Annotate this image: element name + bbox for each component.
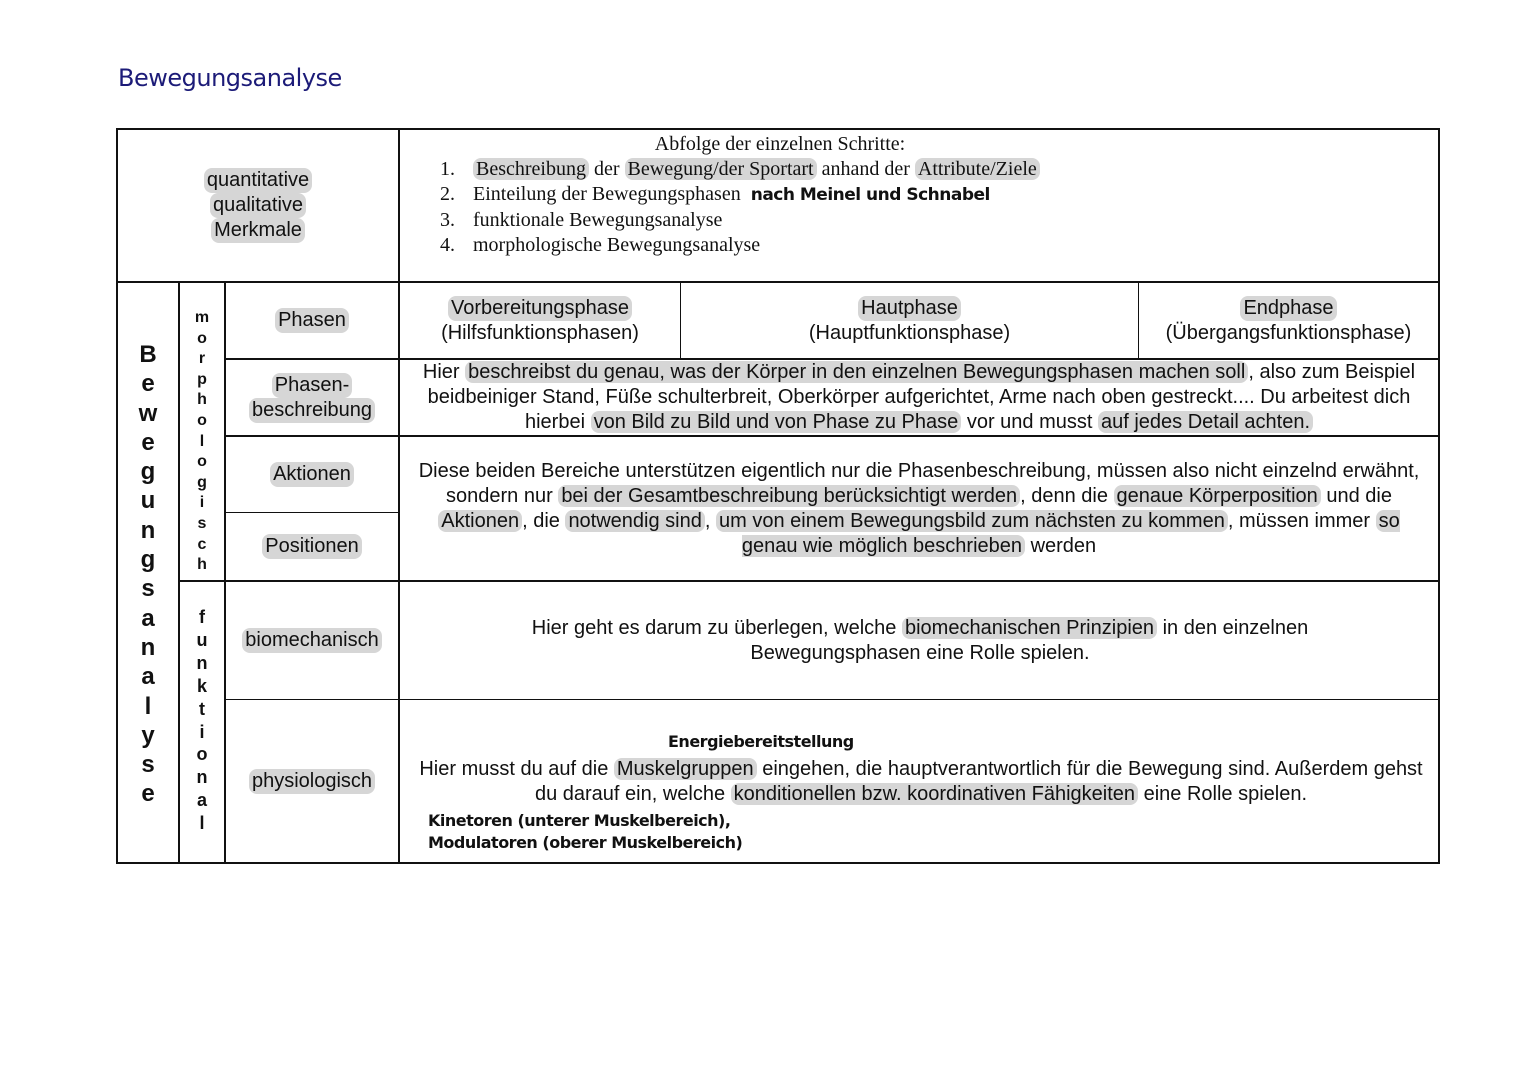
letter: f (199, 607, 205, 627)
text-run: , müssen immer (1227, 509, 1376, 532)
letter: o (197, 329, 207, 347)
step-number: 1. (440, 158, 455, 180)
physiologisch-cell (400, 700, 1438, 862)
row-label-phasenbeschreibung: Phasen- beschreibung (226, 360, 398, 435)
text-run: der (588, 158, 625, 180)
highlighted-text: genaue Körperposition (1114, 485, 1321, 507)
letter: i (199, 494, 205, 512)
handnote: nach Meinel und Schnabel (750, 185, 990, 205)
highlighted-text: notwendig sind (565, 510, 704, 532)
letter: a (196, 790, 207, 811)
text-run: Einteilung der Bewegungsphasen (473, 183, 741, 205)
letter: n (140, 516, 156, 544)
text-run: Diese beiden Bereiche unterstützen eigentlich nur die Phasenbeschreibung, müssen also nicht einzelnd erwähnt, sondern nur (418, 459, 1420, 507)
handnote-kinetoren: Kinetoren (unterer Muskelbereich), (428, 811, 731, 830)
steps-title: Abfolge der einzelnen Schritte: (654, 133, 906, 155)
text-run: anhand der (816, 158, 915, 180)
step-number: 3. (440, 209, 455, 231)
letter: e (141, 370, 155, 398)
text-run: , (704, 509, 716, 532)
letter: c (197, 535, 207, 553)
letter: e (141, 780, 155, 808)
header-criteria (118, 130, 398, 281)
text-run: vor und musst (961, 411, 1098, 433)
step-item (440, 208, 1438, 233)
row-label-phasen: Phasen (226, 283, 398, 358)
aktionen-positionen-text (414, 437, 1424, 580)
letter: h (197, 391, 207, 409)
criteria-line: qualitative (210, 193, 306, 218)
letter: n (196, 767, 208, 788)
text-run: , denn die (1020, 484, 1114, 507)
letter: s (197, 514, 207, 532)
criteria-line: Merkmale (211, 218, 305, 243)
letter: n (140, 633, 156, 661)
letter: e (141, 428, 155, 456)
highlighted-text: Attribute/Ziele (915, 158, 1040, 180)
highlighted-text: um von einem Bewegungsbild zum nächsten zu kommen (716, 510, 1228, 532)
side-label-bewegungsanalyse (118, 340, 178, 820)
page-title: Bewegungsanalyse (118, 64, 342, 92)
letter: y (141, 721, 155, 749)
handnote-energie: Energiebereitstellung (668, 732, 854, 751)
row-label-biomechanisch: biomechanisch (226, 582, 398, 699)
letter: g (197, 473, 207, 491)
letter: s (141, 751, 155, 779)
step-number: 4. (440, 234, 455, 256)
text-run: , also zum Beispiel beidbeiniger Stand, Füße schulterbreit, Oberkörper aufgerichtet, Arme nach oben gestreckt.... Du arbeitest dich hierbei (427, 361, 1416, 433)
highlighted-text: Muskelgruppen (614, 758, 757, 780)
text-run: Hier geht es darum zu überlegen, welche (531, 616, 902, 639)
biomechanisch-text (480, 582, 1360, 699)
letter: g (140, 458, 156, 486)
text-run: und die (1320, 484, 1392, 507)
phase-end: Endphase (Übergangsfunktionsphase) (1165, 296, 1412, 344)
highlighted-text: Aktionen (438, 510, 522, 532)
text-run: morphologische Bewegungsanalyse (473, 234, 761, 256)
phase-vorbereitung: Vorbereitungsphase (Hilfsfunktionsphasen) (441, 296, 639, 344)
text-run: Hier (422, 361, 466, 383)
letter: p (197, 370, 207, 388)
highlighted-text: beschreibst du genau, was der Körper in den einzelnen Bewegungsphasen machen soll (465, 361, 1248, 383)
letter: l (199, 813, 205, 834)
letter: a (141, 604, 155, 632)
letter: w (138, 399, 158, 427)
row-label-aktionen: Aktionen (226, 437, 398, 512)
text-run: werden (1025, 534, 1097, 557)
letter: u (140, 487, 156, 515)
step-item (440, 233, 1438, 258)
highlighted-text: bei der Gesamtbeschreibung berücksichtigt werden (558, 485, 1020, 507)
text-run: in den einzelnen Bewegungsphasen eine Rolle spielen. (750, 616, 1309, 664)
highlighted-text: Bewegung/der Sportart (625, 158, 817, 180)
letter: o (197, 411, 207, 429)
row-label-positionen: Positionen (226, 513, 398, 580)
letter: i (199, 721, 205, 742)
row-label-physiologisch: physiologisch (226, 700, 398, 862)
letter: n (196, 652, 208, 673)
step-item (440, 182, 1438, 208)
morphologisch-label (180, 308, 224, 578)
letter: l (199, 432, 205, 450)
highlighted-text: so genau wie möglich beschrieben (741, 509, 1400, 557)
step-number: 2. (440, 183, 455, 205)
letter: a (141, 663, 155, 691)
letter: l (144, 692, 152, 720)
letter: h (197, 556, 207, 574)
letter: B (139, 341, 157, 368)
letter: k (196, 675, 207, 696)
handnote-modulatoren: Modulatoren (oberer Muskelbereich) (428, 833, 743, 852)
criteria-line: quantitative (204, 168, 312, 193)
phasenbeschreibung-text (404, 360, 1434, 435)
letter: m (194, 309, 210, 326)
highlighted-text: konditionellen bzw. koordinativen Fähigkeiten (731, 783, 1138, 805)
step-item (440, 157, 1438, 182)
funktional-label (180, 606, 224, 838)
letter: g (140, 546, 156, 574)
text-run: eine Rolle spielen. (1138, 783, 1308, 805)
steps-list (440, 157, 1438, 258)
letter: s (141, 575, 155, 603)
steps-block (400, 132, 1438, 258)
highlighted-text: biomechanischen Prinzipien (902, 617, 1157, 639)
letter: o (196, 744, 208, 765)
text-run: Hier musst du auf die (419, 758, 614, 780)
highlighted-text: auf jedes Detail achten. (1098, 411, 1313, 433)
letter: u (196, 629, 208, 650)
letter: t (199, 698, 205, 719)
text-run: funktionale Bewegungsanalyse (473, 209, 723, 231)
letter: o (197, 453, 207, 471)
text-run: eingehen, die hauptverantwortlich für die Bewegung sind. Außerdem gehst du darauf ein, welche (534, 758, 1423, 805)
highlighted-text: von Bild zu Bild und von Phase zu Phase (591, 411, 962, 433)
highlighted-text: Beschreibung (473, 158, 589, 180)
phase-haupt: Hautphase (Hauptfunktionsphase) (808, 296, 1011, 344)
physiologisch-text (406, 757, 1436, 807)
letter: r (198, 350, 206, 368)
text-run: , die (522, 509, 566, 532)
